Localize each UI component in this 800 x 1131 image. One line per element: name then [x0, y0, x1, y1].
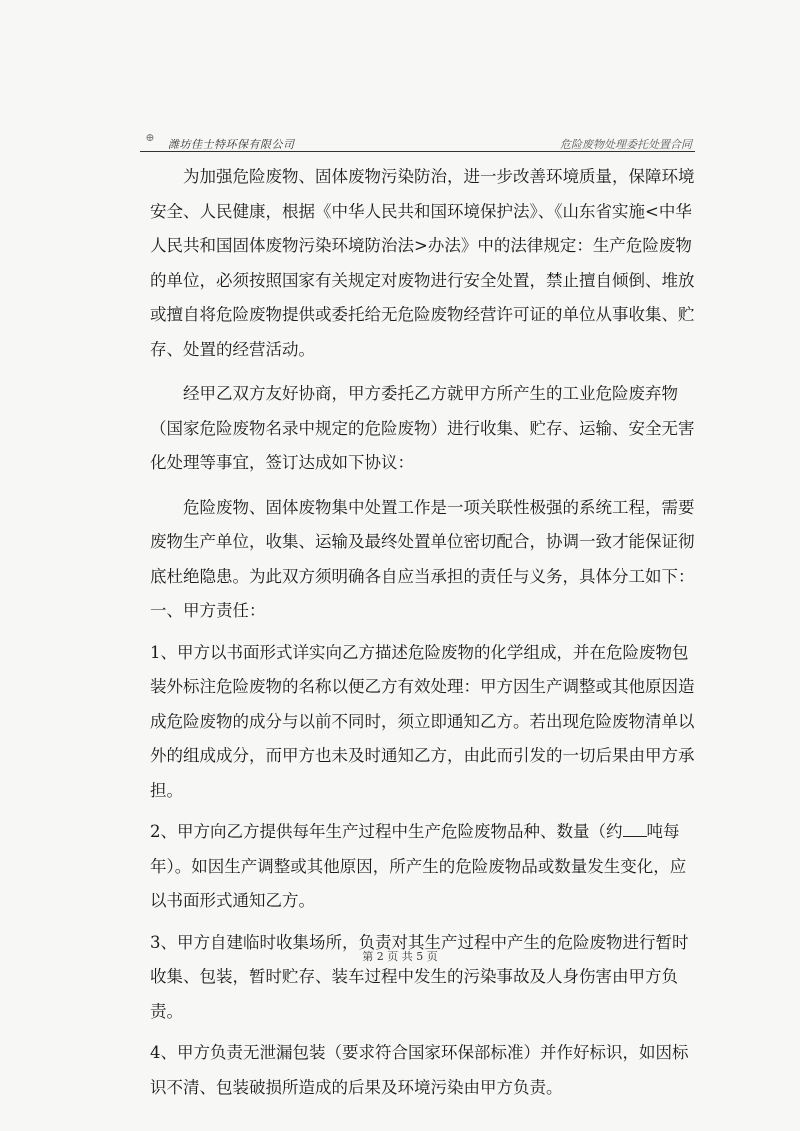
page-number: 第 2 页 共 5 页 [362, 950, 438, 963]
clause-2 [150, 815, 695, 919]
clause-1: 1、甲方以书面形式详实向乙方描述危险废物的化学组成，并在危险废物包装外标注危险废物的名称以便乙方有效处理：甲方因生产调整或其他原因造成危险废物的成分与以前不同时，须立即通知乙方。若出现危险废物清单以外的组成成分，而甲方也未及时通知乙方，由此而引发的一切后果由甲方承担。 [150, 642, 695, 800]
paragraph-system-project: 危险废物、固体废物集中处置工作是一项关联性极强的系统工程，需要废物生产单位，收集、运输及最终处置单位密切配合，协调一致才能保证彻底杜绝隐患。为此双方须明确各自应当承担的责任与义务，具体分工如下： [150, 497, 695, 586]
clause-2-part-a: 2、甲方向乙方提供每年生产过程中生产危险废物品种、数量（约 [150, 822, 623, 841]
company-logo-icon: ⊕ [145, 131, 155, 144]
header-divider [140, 151, 695, 152]
clause-4: 4、甲方负责无泄漏包装（要求符合国家环保部标准）并作好标识，如因标识不清、包装破损所造成的后果及环境污染由甲方负责。 [150, 1043, 689, 1097]
section-heading-party-a: 一、甲方责任： [150, 601, 266, 620]
header-document-title: 危险废物处理委托处置合同 [560, 138, 692, 151]
clause-3: 3、甲方自建临时收集场所，负责对其生产过程中产生的危险废物进行暂时收集、包装，暂时贮存、装车过程中发生的污染事故及人身伤害由甲方负责。 [150, 932, 689, 1021]
quantity-blank [623, 822, 647, 837]
header-company-name: 潍坊佳士特环保有限公司 [168, 138, 295, 151]
clause-2-part-b: 吨每年）。如因生产调整或其他原因，所产生的危险废物品或数量发生变化，应以书面形式通知乙方。 [150, 822, 687, 910]
paragraph-agreement: 经甲乙双方友好协商，甲方委托乙方就甲方所产生的工业危险废弃物（国家危险废物名录中规定的危险废物）进行收集、贮存、运输、安全无害化处理等事宜，签订达成如下协议： [150, 384, 695, 472]
paragraph-legal-basis: 为加强危险废物、固体废物污染防治，进一步改善环境质量，保障环境安全、人民健康，根据《中华人民共和国环境保护法》、《山东省实施<中华人民共和国固体废物污染环境防治法>办法》中的法律规定：生产危险废物的单位，必须按照国家有关规定对废物进行安全处置，禁止擅自倾倒、堆放或擅自将危险废物提供或委托给无危险废物经营许可证的单位从事收集、贮存、处置的经营活动。 [150, 167, 695, 359]
page-header [140, 131, 700, 156]
